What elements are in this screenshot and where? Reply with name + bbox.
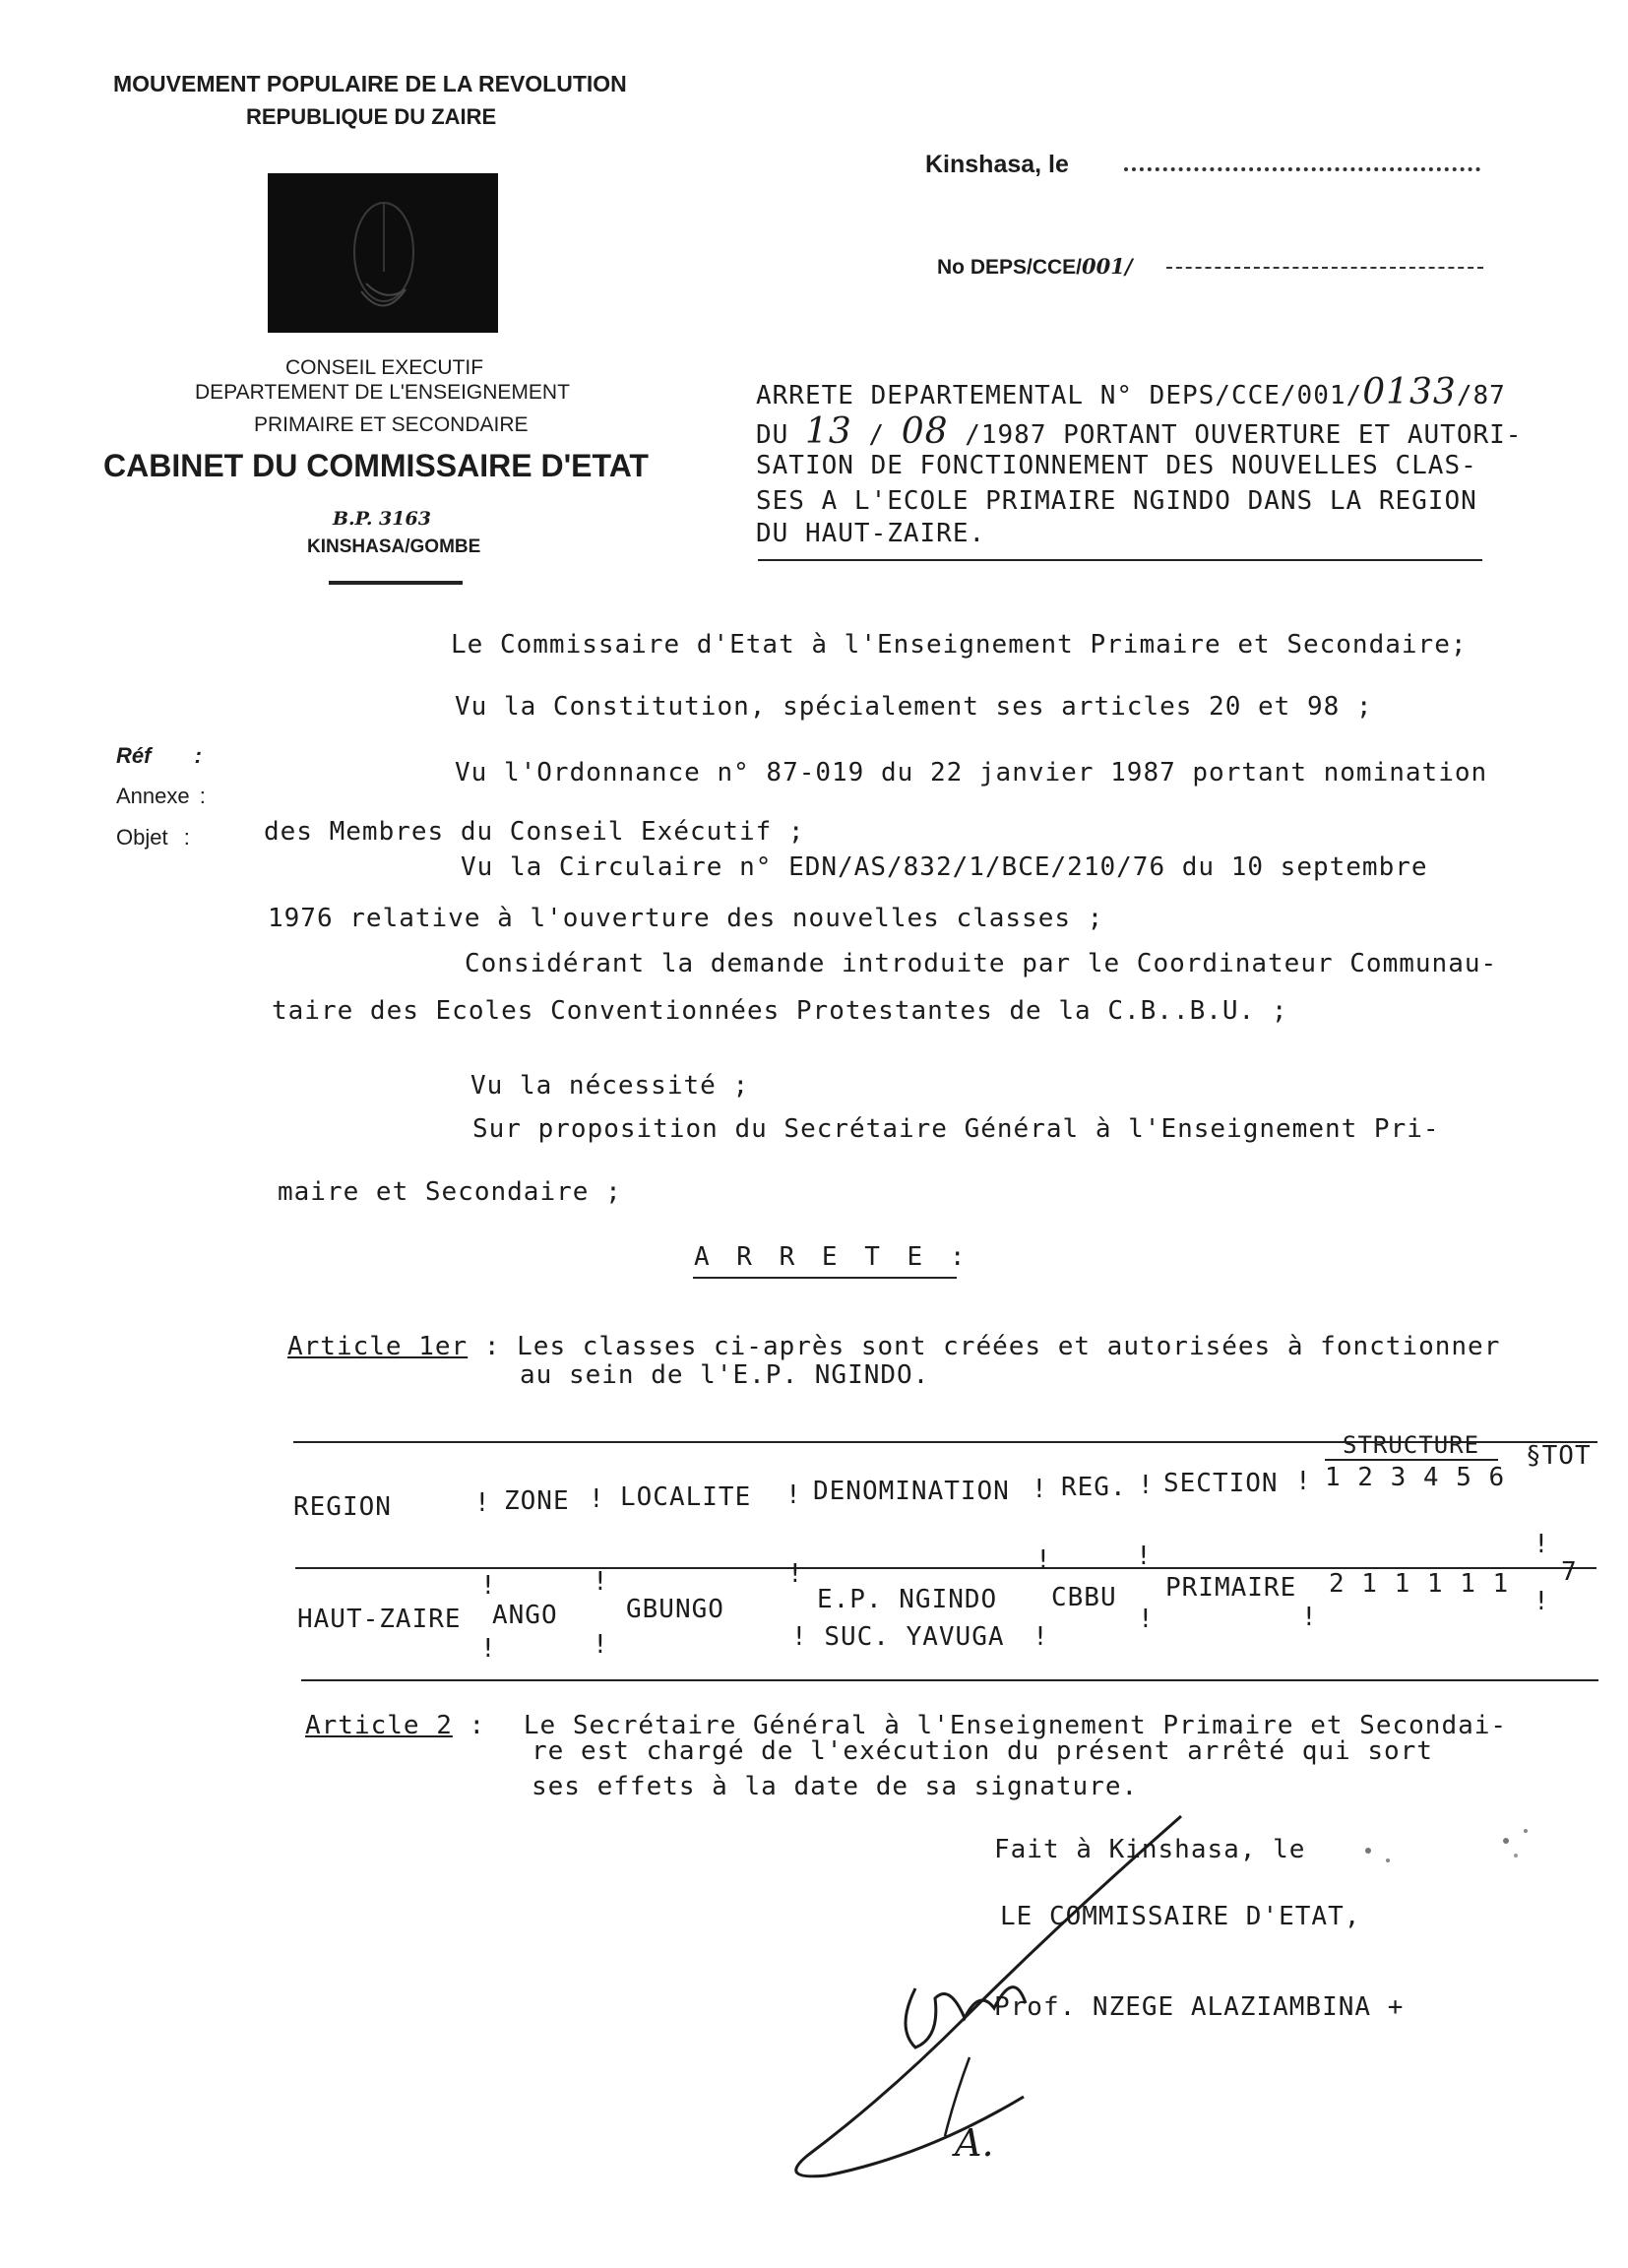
- reference-handwritten: 001/: [1082, 254, 1133, 279]
- title-handwritten-number: 0133: [1362, 372, 1457, 412]
- reference-blank: [1166, 267, 1483, 269]
- body-constitution: Vu la Constitution, spécialement ses articles 20 et 98 ;: [455, 692, 1373, 722]
- table-header-sep: !: [474, 1488, 491, 1518]
- row-sep: !: [480, 1571, 497, 1601]
- title-line-1: [756, 372, 1506, 412]
- header-cabinet: CABINET DU COMMISSAIRE D'ETAT: [103, 448, 649, 483]
- body-preamble: Le Commissaire d'Etat à l'Enseignement Primaire et Secondaire;: [451, 630, 1468, 660]
- article-1: [287, 1332, 1500, 1361]
- table-cell-tot: 7: [1561, 1557, 1578, 1587]
- closing-title: LE COMMISSAIRE D'ETAT,: [1000, 1902, 1361, 1931]
- body-ordonnance-1: Vu l'Ordonnance n° 87-019 du 22 janvier 1987 portant nomination: [455, 758, 1488, 788]
- table-header-section: SECTION: [1163, 1469, 1279, 1498]
- side-label-ref: [116, 743, 202, 769]
- article-2-label: Article 2: [305, 1711, 453, 1740]
- article-1-continuation: au sein de l'E.P. NGINDO.: [520, 1360, 930, 1390]
- table-cell-denomination-2-text: SUC. YAVUGA: [824, 1622, 1005, 1652]
- header-republic: REPUBLIQUE DU ZAIRE: [246, 104, 497, 129]
- table-bottom-rule: [301, 1679, 1598, 1681]
- article-1-colon: :: [483, 1332, 501, 1361]
- body-proposition-2: maire et Secondaire ;: [278, 1177, 622, 1207]
- article-2-text: Le Secrétaire Général à l'Enseignement Primaire et Secondai-: [523, 1711, 1508, 1740]
- table-header-sep: !: [1032, 1475, 1048, 1504]
- table-header-reg: REG.: [1061, 1473, 1127, 1502]
- reference-label: No DEPS/CCE/: [937, 256, 1083, 279]
- header-department-level: PRIMAIRE ET SECONDAIRE: [254, 413, 529, 436]
- row-sep: !: [1138, 1605, 1155, 1634]
- annexe-colon: :: [199, 784, 206, 808]
- row-sep: !: [1136, 1542, 1153, 1571]
- title-underline: [758, 559, 1482, 561]
- table-cell-denomination-2: [791, 1622, 1049, 1652]
- title-part: ARRETE DEPARTEMENTAL N° DEPS/CCE/001/: [756, 381, 1363, 410]
- title-part: DU: [756, 420, 805, 450]
- ref-colon: :: [194, 743, 202, 768]
- article-2-line-2: re est chargé de l'exécution du présent arrêté qui sort: [532, 1736, 1433, 1766]
- article-2-colon: :: [469, 1711, 486, 1740]
- row-sep: !: [1301, 1603, 1318, 1632]
- row-sep: !: [1534, 1530, 1550, 1559]
- row-sep: !: [593, 1630, 609, 1660]
- header-department: DEPARTEMENT DE L'ENSEIGNEMENT: [195, 381, 570, 404]
- row-sep: !: [1033, 1622, 1049, 1652]
- body-considerant-1: Considérant la demande introduite par le Coordinateur Communau-: [465, 949, 1498, 978]
- body-ordonnance-2: des Membres du Conseil Exécutif ;: [264, 817, 805, 847]
- body-necessite: Vu la nécessité ;: [470, 1071, 750, 1101]
- title-part: /: [851, 420, 902, 450]
- table-cell-structure: 2 1 1 1 1 1: [1329, 1569, 1510, 1599]
- body-proposition-1: Sur proposition du Secrétaire Général à l'Enseignement Pri-: [472, 1114, 1440, 1144]
- ref-label: Réf: [116, 743, 152, 768]
- title-line-4: SES A L'ECOLE PRIMAIRE NGINDO DANS LA REGION: [756, 486, 1477, 516]
- objet-colon: :: [183, 825, 190, 850]
- header-movement: MOUVEMENT POPULAIRE DE LA REVOLUTION: [113, 71, 627, 96]
- table-header-region: REGION: [293, 1492, 392, 1522]
- header-city: KINSHASA/GOMBE: [307, 536, 481, 557]
- table-cell-reg: CBBU: [1051, 1583, 1117, 1612]
- table-header-localite: LOCALITE: [620, 1482, 752, 1512]
- title-part: /1987 PORTANT OUVERTURE ET AUTORI-: [948, 420, 1523, 450]
- side-label-objet: [116, 825, 190, 850]
- body-circulaire-1: Vu la Circulaire n° EDN/AS/832/1/BCE/210/76 du 10 septembre: [461, 852, 1428, 882]
- table-header-sep: !: [1138, 1471, 1155, 1500]
- article-2-line-3: ses effets à la date de sa signature.: [532, 1772, 1139, 1801]
- row-sep: !: [1534, 1587, 1550, 1616]
- row-sep: !: [480, 1634, 497, 1664]
- place-date-label: Kinshasa, le: [925, 151, 1069, 178]
- handwritten-signature: [768, 1801, 1240, 2215]
- body-considerant-2: taire des Ecoles Conventionnées Protestantes de la C.B..B.U. ;: [272, 996, 1288, 1026]
- title-line-3: SATION DE FONCTIONNEMENT DES NOUVELLES CLAS-: [756, 451, 1477, 480]
- table-header-sep: !: [1295, 1467, 1312, 1496]
- header-postbox: B.P. 3163: [333, 508, 431, 530]
- table-header-sep: !: [589, 1484, 605, 1514]
- annexe-label: Annexe: [116, 784, 190, 808]
- article-1-text: Les classes ci-après sont créées et autorisées à fonctionner: [517, 1332, 1501, 1361]
- date-blank: [1124, 167, 1480, 171]
- table-cell-section: PRIMAIRE: [1165, 1573, 1297, 1603]
- table-header-structure: STRUCTURE: [1343, 1431, 1480, 1459]
- title-handwritten-month: 08: [901, 411, 949, 452]
- row-sep: !: [787, 1559, 804, 1589]
- table-header-denomination: DENOMINATION: [813, 1477, 1010, 1506]
- table-header-sep: !: [785, 1480, 802, 1510]
- stamp-specks: [1348, 1811, 1545, 1890]
- table-header-tot: §TOT: [1526, 1441, 1592, 1471]
- objet-label: Objet: [116, 825, 168, 850]
- national-emblem-logo: [268, 173, 498, 333]
- row-sep: !: [1035, 1545, 1052, 1575]
- structure-underline: [1325, 1459, 1498, 1461]
- table-header-structure-cols: 1 2 3 4 5 6: [1325, 1463, 1506, 1492]
- table-header-zone: ZONE: [504, 1486, 570, 1516]
- row-sep: !: [791, 1622, 808, 1652]
- title-handwritten-day: 13: [804, 411, 852, 452]
- table-cell-region: HAUT-ZAIRE: [297, 1605, 462, 1634]
- title-line-5: DU HAUT-ZAIRE.: [756, 519, 986, 548]
- body-circulaire-2: 1976 relative à l'ouverture des nouvelles classes ;: [268, 904, 1104, 933]
- row-sep: !: [593, 1567, 609, 1597]
- signer-plus: +: [1387, 1992, 1405, 2022]
- closing-place: Fait à Kinshasa, le: [994, 1835, 1306, 1864]
- table-cell-localite: GBUNGO: [626, 1595, 724, 1624]
- header-divider: [329, 581, 463, 585]
- table-cell-denomination-1: E.P. NGINDO: [817, 1585, 998, 1614]
- table-cell-zone: ANGO: [492, 1601, 558, 1630]
- reference-number: [937, 254, 1133, 280]
- side-label-annexe: [116, 784, 206, 809]
- arrete-heading: A R R E T E :: [694, 1242, 971, 1272]
- header-council: CONSEIL EXECUTIF: [285, 356, 484, 379]
- article-1-label: Article 1er: [287, 1332, 469, 1361]
- title-line-2: [756, 411, 1522, 452]
- signer-name: Prof. NZEGE ALAZIAMBINA: [994, 1992, 1372, 2022]
- title-part: /87: [1456, 381, 1506, 410]
- signature-initial: A.: [955, 2121, 994, 2165]
- arrete-underline: [693, 1277, 957, 1279]
